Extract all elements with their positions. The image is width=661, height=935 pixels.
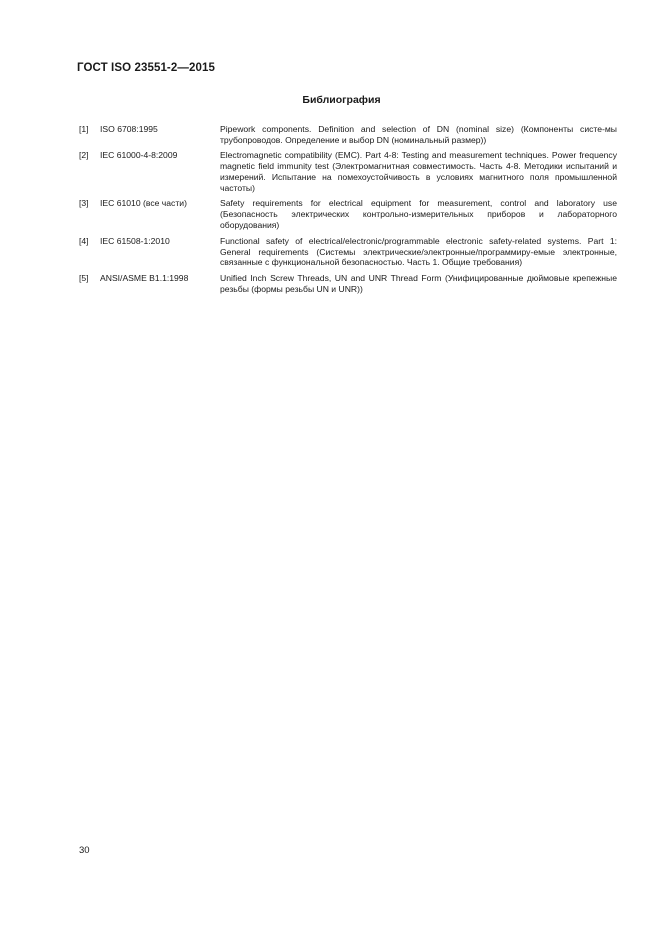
bibliography-entry bbox=[79, 236, 617, 269]
bibliography-entry bbox=[79, 273, 617, 295]
bibliography-entry bbox=[79, 150, 617, 194]
document-header: ГОСТ ISO 23551-2—2015 bbox=[77, 62, 215, 74]
entry-description: Pipework components. Definition and selection of DN (nominal size) (Компоненты систе-мы трубопроводов. Определение и выбор DN (номинальный размер)) bbox=[220, 124, 617, 145]
bibliography-entry bbox=[79, 124, 617, 146]
entry-number: [5] bbox=[79, 272, 89, 283]
entry-standard: IEC 61508-1:2010 bbox=[100, 235, 170, 246]
bibliography-entry bbox=[79, 198, 617, 231]
entry-description: Unified Inch Screw Threads, UN and UNR Thread Form (Унифицированные дюймовые крепежные резьбы (формы резьбы UN и UNR)) bbox=[220, 272, 617, 294]
entry-number: [2] bbox=[79, 150, 89, 161]
entry-number: [1] bbox=[79, 124, 89, 134]
page-number: 30 bbox=[79, 845, 90, 856]
entry-standard: ISO 6708:1995 bbox=[100, 124, 158, 134]
entry-standard: IEC 61010 (все части) bbox=[100, 198, 187, 209]
entry-description: Safety requirements for electrical equipment for measurement, control and laboratory use (Безопасность электрических контрольно-измерительных приборов и лабораторного оборудования) bbox=[220, 198, 617, 231]
bibliography-title: Библиография bbox=[302, 94, 381, 106]
entry-standard: ANSI/ASME B1.1:1998 bbox=[100, 272, 189, 283]
entry-number: [4] bbox=[79, 235, 89, 246]
entry-description: Electromagnetic compatibility (EMC). Part 4-8: Testing and measurement techniques. Power frequency magnetic field immunity test (Электромагнитная совместимость. Часть 4-8. Методики испытаний и измерений. Испытание на помехоустойчивость в условиях магнитного поля промышленной частоты) bbox=[220, 150, 617, 194]
bibliography-list bbox=[79, 124, 617, 299]
entry-standard: IEC 61000-4-8:2009 bbox=[100, 150, 178, 161]
entry-description: Functional safety of electrical/electronic/programmable electronic safety-related systems. Part 1: General requirements (Системы электрические/электронные/программиру-емые электронные, связанные с функциональной безопасностью. Часть 1. Общие требования) bbox=[220, 235, 617, 268]
entry-number: [3] bbox=[79, 198, 89, 209]
